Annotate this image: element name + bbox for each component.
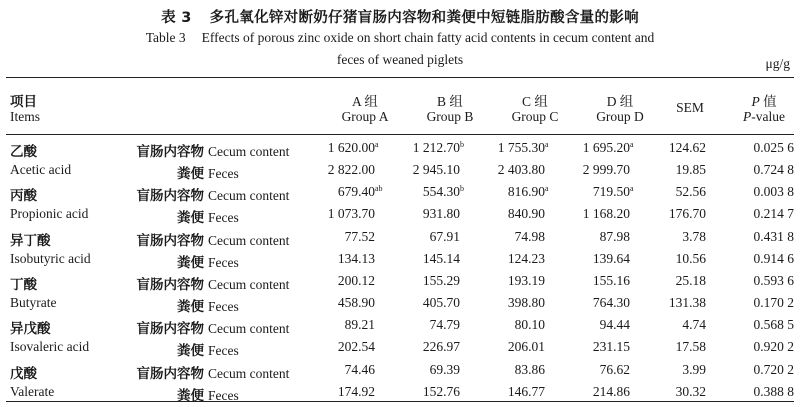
row-item-name: Propionic acid — [10, 206, 89, 222]
row-group-a-value — [300, 162, 386, 178]
row-sample-cn: 粪便 — [177, 254, 204, 271]
row-item-name: Butyrate — [10, 295, 57, 311]
cell-value: 458.90 — [337, 295, 375, 311]
cell-value: 1 755.30 — [497, 140, 545, 155]
cell-value: 764.30 — [592, 295, 630, 311]
row-group-a-value — [300, 206, 386, 222]
row-sample-en: Feces — [208, 166, 239, 182]
cell-value: 94.44 — [599, 317, 630, 333]
row-sem: 3.78 — [682, 228, 706, 244]
row-group-c-value — [470, 339, 556, 355]
row-group-c-value — [470, 317, 556, 333]
row-group-a-value — [300, 229, 386, 245]
header-p-cn: P 值 — [751, 94, 777, 109]
cell-value: 193.19 — [507, 272, 545, 288]
row-sem: 10.56 — [675, 250, 706, 266]
table-title-cn — [0, 6, 800, 27]
row-group-b-value: 554.30$^b$ — [422, 184, 464, 200]
row-sample-cn: 粪便 — [177, 166, 204, 183]
header-items-cn: 项目 — [10, 94, 37, 110]
cell-value: 67.91 — [429, 228, 460, 244]
cell-value: 226.97 — [422, 339, 460, 355]
cell-value: 2 945.10 — [412, 162, 460, 178]
table-number-en: Table 3 — [145, 30, 186, 45]
row-group-b-value — [385, 162, 471, 178]
cell-value: 155.29 — [422, 272, 460, 288]
row-sample-en: Feces — [208, 210, 239, 226]
cell-value: 74.79 — [429, 317, 460, 333]
row-p-value: 0.920 2 — [753, 339, 794, 355]
row-group-b-value — [385, 229, 471, 245]
header-group-d-cn: D 组 — [606, 94, 634, 109]
row-sample-type — [118, 317, 308, 337]
cell-value: 76.62 — [599, 361, 630, 377]
row-sem: 19.85 — [675, 162, 706, 178]
row-sample-cn: 盲肠内容物 — [136, 144, 204, 160]
header-group-d-en: Group D — [596, 109, 644, 124]
row-group-c-value — [470, 251, 556, 267]
table-header-rule — [6, 134, 794, 135]
cell-value: 174.92 — [337, 383, 375, 399]
row-sample-cn: 盲肠内容物 — [136, 365, 204, 382]
row-sample-en: Feces — [208, 299, 239, 315]
row-group-c-value — [470, 362, 556, 378]
cell-value: 398.80 — [507, 295, 545, 311]
cell-value: 1 212.70 — [412, 140, 460, 155]
header-group-a-cn: A 组 — [352, 94, 378, 109]
row-sem: 52.56 — [675, 184, 706, 200]
row-group-d-value — [555, 295, 641, 311]
row-p-value: 0.388 8 — [753, 383, 794, 399]
cell-value: 214.86 — [592, 383, 630, 399]
cell-value: 679.40 — [337, 184, 375, 200]
row-group-c-value: 816.90$^a$ — [507, 184, 549, 200]
row-sample-type — [118, 384, 308, 404]
row-group-d-value — [555, 162, 641, 178]
header-group-c-cn: C 组 — [522, 94, 548, 109]
row-p-value: 0.431 8 — [753, 228, 794, 244]
row-sample-en: Feces — [208, 343, 239, 359]
row-sample-cn: 盲肠内容物 — [136, 321, 204, 338]
cell-value: 554.30 — [422, 184, 460, 200]
row-sample-en: Cecum content — [208, 188, 290, 204]
table-title-en-line1-text: Effects of porous zinc oxide on short chain fatty acid contents in cecum content and — [201, 30, 655, 45]
cell-value: 124.23 — [507, 250, 545, 266]
row-group-d-value — [555, 384, 641, 400]
row-sample-type — [118, 339, 308, 359]
header-group-a-en: Group A — [341, 109, 389, 124]
row-sample-type — [118, 140, 308, 160]
row-sample-en: Cecum content — [208, 144, 290, 159]
header-p-en: P-value — [743, 109, 785, 124]
cell-value: 74.46 — [344, 361, 375, 377]
cell-value: 69.39 — [429, 361, 460, 377]
cell-value: 89.21 — [344, 317, 375, 333]
row-group-c-value — [470, 384, 556, 400]
row-sample-type — [118, 251, 308, 271]
row-sample-cn: 粪便 — [177, 299, 204, 316]
row-group-c-value — [470, 295, 556, 311]
row-group-a-value — [300, 339, 386, 355]
cell-value: 1 695.20 — [582, 140, 630, 155]
row-p-value: 0.724 8 — [753, 162, 794, 178]
row-group-c-value — [470, 229, 556, 245]
row-sample-type — [118, 206, 308, 226]
row-sem: 124.62 — [668, 140, 706, 155]
row-sample-en: Feces — [208, 387, 239, 403]
row-p-value: 0.003 8 — [753, 184, 794, 200]
cell-value: 80.10 — [514, 317, 545, 333]
row-sample-type — [118, 295, 308, 315]
row-p-value: 0.720 2 — [753, 361, 794, 377]
row-sample-en: Cecum content — [208, 365, 290, 381]
row-group-b-value — [385, 317, 471, 333]
cell-value: 206.01 — [507, 339, 545, 355]
header-items-en: Items — [10, 109, 40, 124]
cell-value: 1 620.00 — [327, 140, 375, 155]
row-sem: 30.32 — [675, 383, 706, 399]
cell-value: 2 822.00 — [327, 162, 375, 178]
table-title-en-line1 — [0, 30, 800, 46]
cell-value: 719.50 — [592, 184, 630, 200]
row-sample-type — [118, 229, 308, 249]
row-sample-type — [118, 162, 308, 182]
cell-value: 1 073.70 — [327, 206, 375, 222]
row-sem: 131.38 — [668, 295, 706, 311]
cell-value: 200.12 — [337, 272, 375, 288]
row-group-b-value: 1 212.70$^b$ — [412, 140, 464, 155]
row-group-b-value — [385, 339, 471, 355]
table-unit: μg/g — [765, 56, 790, 71]
row-p-value: 0.170 2 — [753, 295, 794, 311]
row-group-c-value: 1 755.30$^a$ — [497, 140, 549, 155]
row-group-a-value — [300, 362, 386, 378]
header-group-b-en: Group B — [426, 109, 474, 124]
row-item-name: Valerate — [10, 383, 55, 399]
row-item-name: 异戊酸 — [10, 321, 51, 338]
cell-value: 145.14 — [422, 250, 460, 266]
row-group-d-value — [555, 251, 641, 267]
header-group-c-en: Group C — [511, 109, 559, 124]
cell-value: 231.15 — [592, 339, 630, 355]
row-group-a-value — [300, 273, 386, 289]
row-group-d-value: 719.50$^a$ — [592, 184, 634, 200]
row-group-c-value — [470, 162, 556, 178]
row-p-value: 0.914 6 — [753, 250, 794, 266]
table-number: 表 3 — [161, 10, 192, 26]
row-sem: 176.70 — [668, 206, 706, 222]
row-item-name: Isobutyric acid — [10, 250, 91, 266]
row-sample-cn: 盲肠内容物 — [136, 232, 204, 249]
row-sem: 25.18 — [675, 272, 706, 288]
row-group-d-value — [555, 206, 641, 222]
row-p-value: 0.025 6 — [753, 140, 794, 155]
row-group-b-value — [385, 273, 471, 289]
row-item-name: 丙酸 — [10, 188, 37, 205]
row-group-b-value — [385, 251, 471, 267]
cell-value: 155.16 — [592, 272, 630, 288]
header-group-b-cn: B 组 — [437, 94, 463, 109]
row-sample-cn: 粪便 — [177, 210, 204, 227]
row-p-value: 0.593 6 — [753, 272, 794, 288]
cell-value: 74.98 — [514, 228, 545, 244]
row-group-d-value — [555, 362, 641, 378]
row-sample-type — [118, 273, 308, 293]
table-title-en-line2: feces of weaned piglets — [336, 52, 464, 67]
row-sample-cn: 粪便 — [177, 343, 204, 360]
row-p-value: 0.214 7 — [753, 206, 794, 222]
row-item-name: 丁酸 — [10, 276, 37, 293]
cell-value: 1 168.20 — [582, 206, 630, 222]
cell-value: 931.80 — [422, 206, 460, 222]
row-group-c-value — [470, 273, 556, 289]
cell-value: 83.86 — [514, 361, 545, 377]
row-group-a-value — [300, 251, 386, 267]
row-sem: 17.58 — [675, 339, 706, 355]
row-sample-type — [118, 184, 308, 204]
row-group-d-value — [555, 229, 641, 245]
row-group-a-value — [300, 384, 386, 400]
row-group-c-value — [470, 206, 556, 222]
row-group-b-value — [385, 295, 471, 311]
row-group-d-value — [555, 339, 641, 355]
row-group-a-value: 679.40$^{ab}$ — [337, 184, 383, 200]
cell-value: 87.98 — [599, 228, 630, 244]
row-group-a-value — [300, 295, 386, 311]
cell-value: 2 403.80 — [497, 162, 545, 178]
row-sample-en: Cecum content — [208, 321, 290, 337]
row-sample-cn: 盲肠内容物 — [136, 188, 204, 205]
row-item-name: 戊酸 — [10, 365, 37, 382]
cell-value: 139.64 — [592, 250, 630, 266]
row-group-b-value — [385, 206, 471, 222]
cell-value: 816.90 — [507, 184, 545, 200]
row-sample-en: Feces — [208, 254, 239, 270]
row-item-name: Isovaleric acid — [10, 339, 90, 355]
cell-value: 146.77 — [507, 383, 545, 399]
row-sample-type — [118, 362, 308, 382]
cell-value: 152.76 — [422, 383, 460, 399]
cell-value: 840.90 — [507, 206, 545, 222]
row-p-value: 0.568 5 — [753, 317, 794, 333]
row-sem: 4.74 — [682, 317, 706, 333]
row-group-d-value: 1 695.20$^a$ — [582, 140, 634, 155]
row-group-a-value: 1 620.00$^a$ — [327, 140, 379, 155]
row-item-name: Acetic acid — [10, 162, 72, 178]
row-sample-cn: 盲肠内容物 — [136, 276, 204, 293]
cell-value: 134.13 — [337, 250, 375, 266]
row-group-b-value — [385, 384, 471, 400]
row-group-d-value — [555, 317, 641, 333]
row-group-a-value — [300, 317, 386, 333]
row-item-name: 乙酸 — [10, 144, 37, 160]
row-group-d-value — [555, 273, 641, 289]
header-sem: SEM — [676, 100, 704, 115]
row-item-name: 异丁酸 — [10, 232, 51, 249]
cell-value: 2 999.70 — [582, 162, 630, 178]
table-top-rule — [6, 77, 794, 78]
cell-value: 77.52 — [344, 228, 375, 244]
row-group-b-value — [385, 362, 471, 378]
cell-value: 202.54 — [337, 339, 375, 355]
cell-value: 405.70 — [422, 295, 460, 311]
row-sample-en: Cecum content — [208, 276, 290, 292]
row-sample-en: Cecum content — [208, 232, 290, 248]
table-title-cn-text: 多孔氧化锌对断奶仔猪盲肠内容物和粪便中短链脂肪酸含量的影响 — [209, 10, 639, 26]
row-sample-cn: 粪便 — [177, 387, 204, 404]
row-sem: 3.99 — [682, 361, 706, 377]
